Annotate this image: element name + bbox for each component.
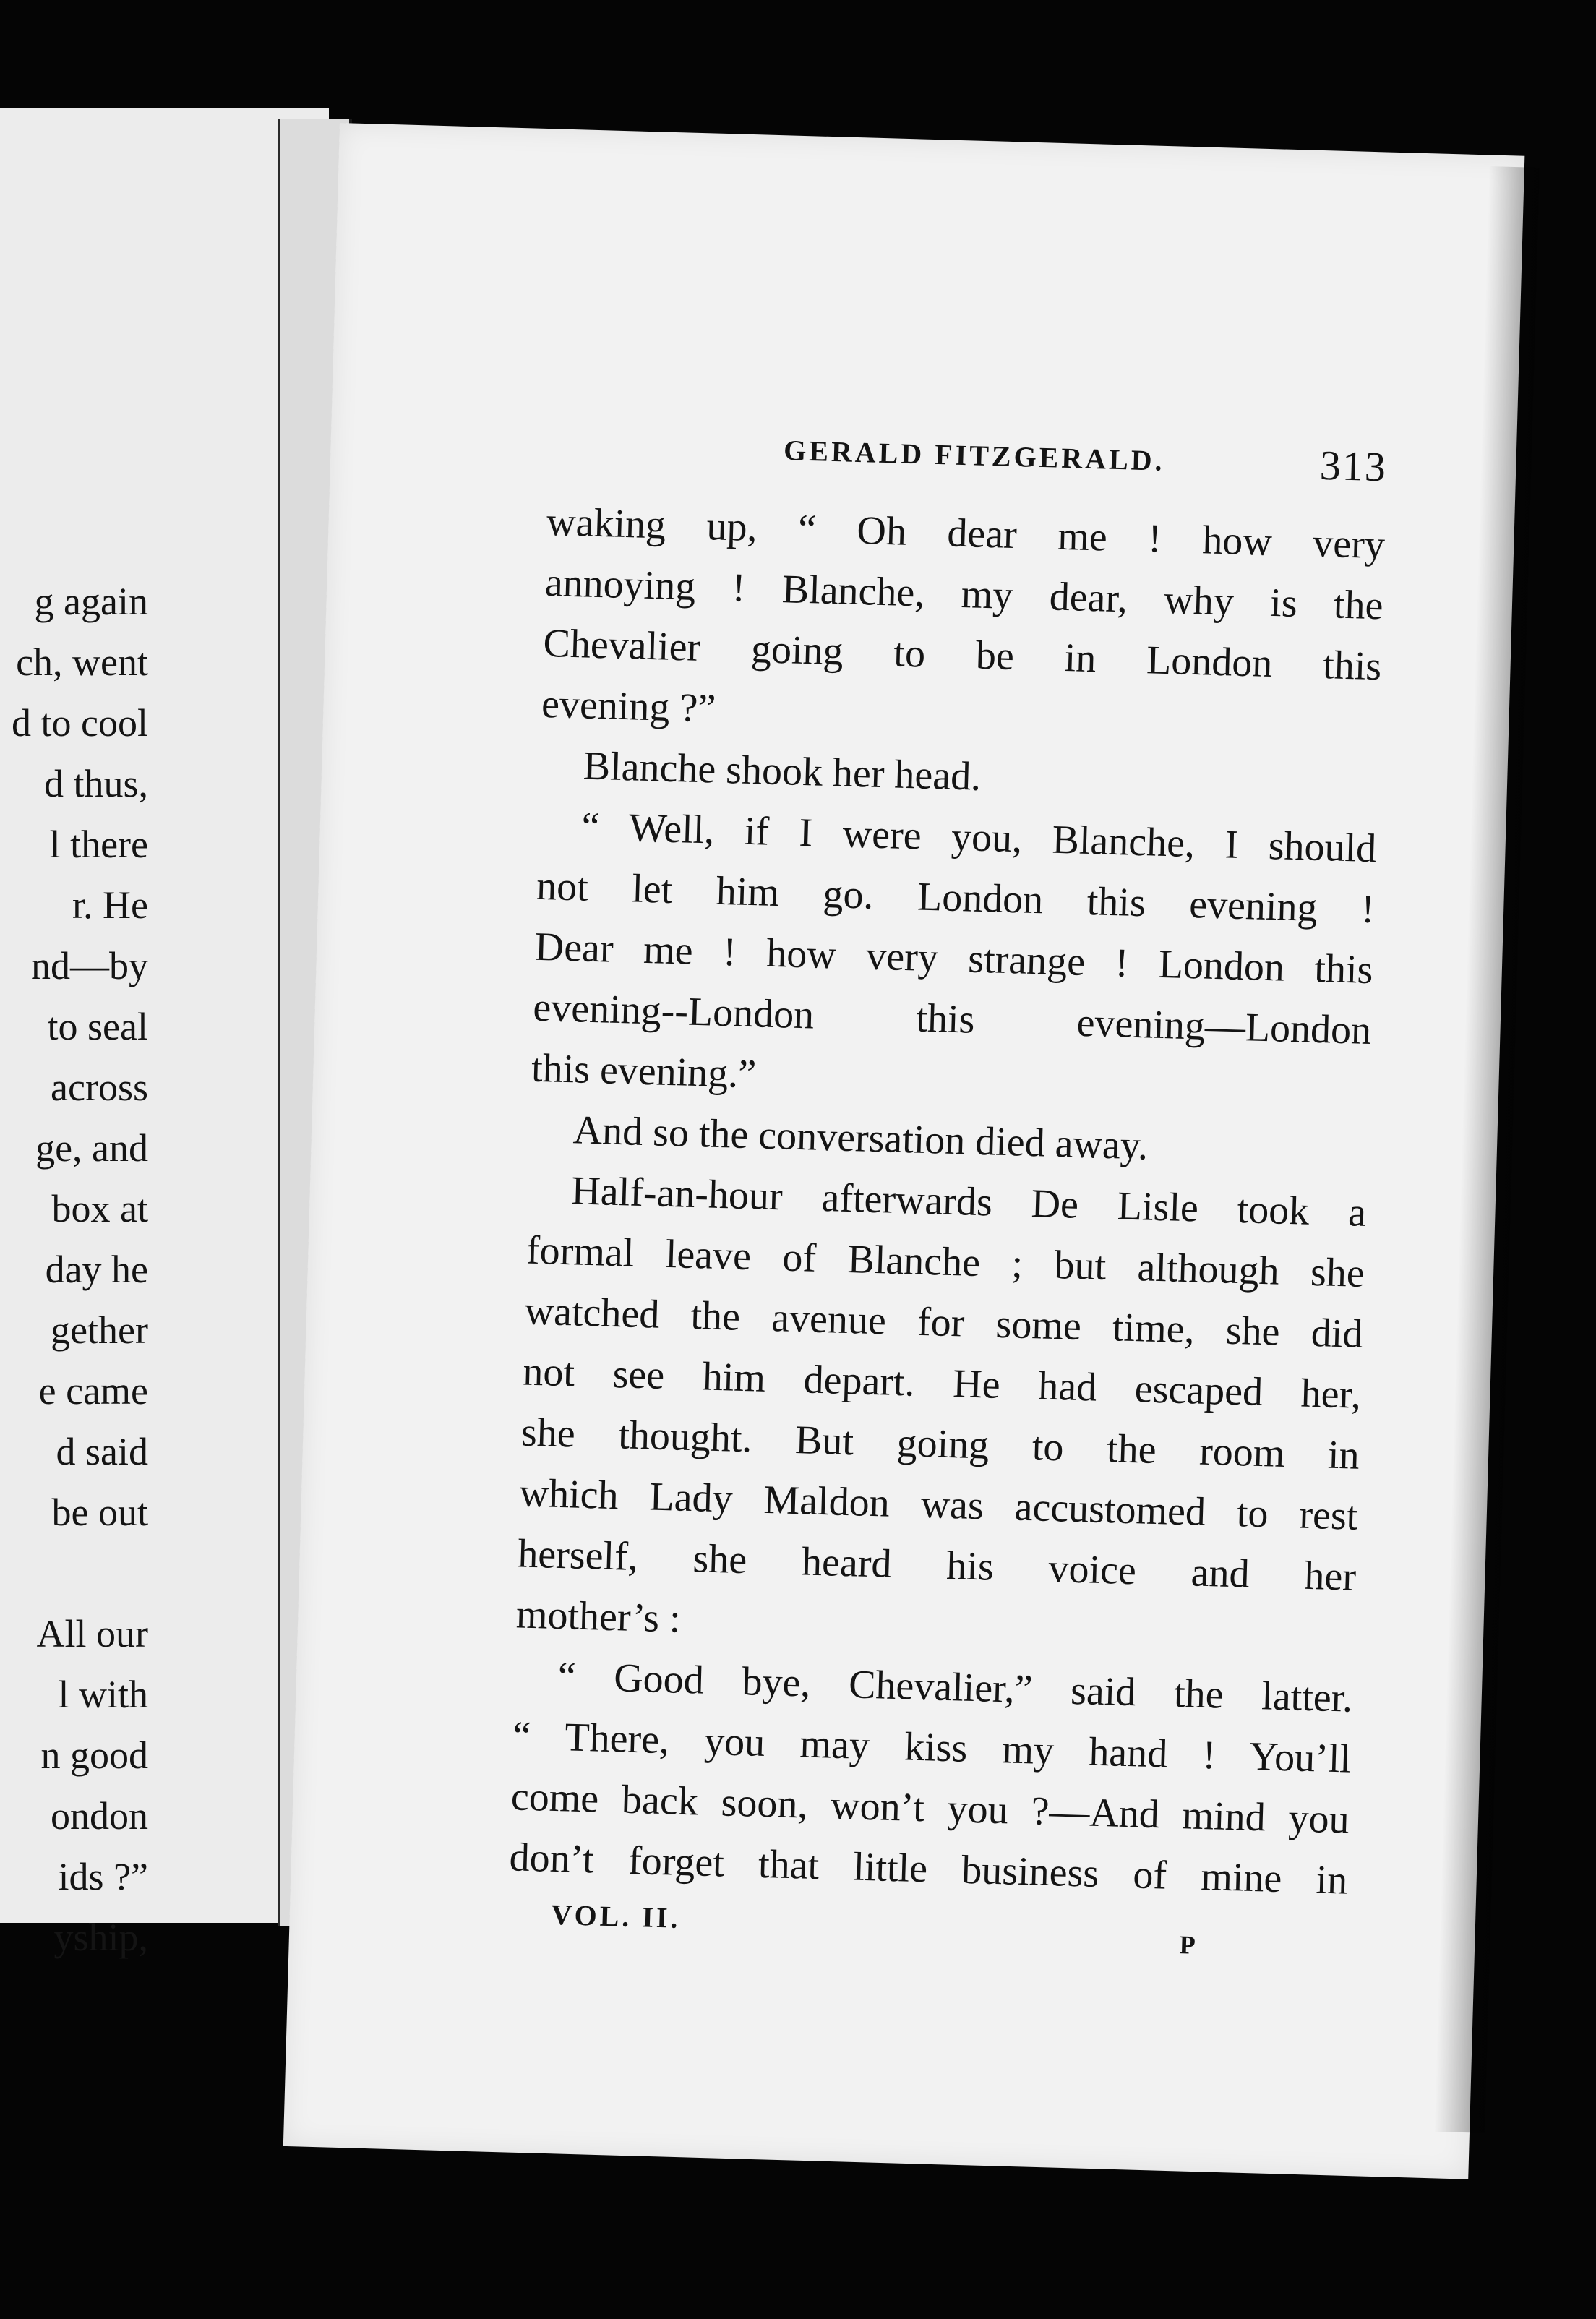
- left-page-line: ch, went: [16, 640, 148, 684]
- text-line: don’t forget that little business of mine in: [508, 1835, 1349, 1903]
- left-page-line: nd—by: [31, 944, 148, 987]
- running-title: GERALD FITZGERALD.: [783, 434, 1166, 477]
- left-page-line: gether: [51, 1308, 148, 1352]
- text-line: not see him depart. He had escaped her,: [522, 1349, 1362, 1418]
- page-number: 313: [1319, 441, 1388, 491]
- right-page-text: [507, 426, 1388, 1985]
- text-line: Chevalier going to be in London this: [542, 620, 1383, 690]
- text-line: “ Good bye, Chevalier,” said the latter.: [557, 1654, 1354, 1721]
- left-page-line: to seal: [47, 1005, 148, 1048]
- left-page-line: e came: [38, 1369, 148, 1413]
- left-page-line: box at: [51, 1187, 148, 1230]
- left-page-line: ondon: [51, 1794, 148, 1838]
- left-page-line: across: [51, 1066, 148, 1109]
- left-page-line: g again: [34, 580, 148, 623]
- text-line: watched the avenue for some time, she did: [523, 1288, 1364, 1357]
- volume-label: VOL. II.: [550, 1898, 682, 1934]
- left-page-line: ge, and: [35, 1126, 148, 1170]
- text-line: evening ?”: [541, 681, 717, 732]
- left-page-line: be out: [51, 1491, 148, 1534]
- text-line: she thought. But going to the room in: [520, 1410, 1360, 1478]
- left-page-line: l with: [58, 1673, 148, 1716]
- left-page-line: day he: [45, 1248, 148, 1291]
- text-line: formal leave of Blanche ; but although she: [525, 1227, 1365, 1296]
- text-line: “ There, you may kiss my hand ! You’ll: [512, 1713, 1352, 1782]
- text-line: “ Well, if I were you, Blanche, I should: [580, 804, 1378, 872]
- left-page-line: d said: [56, 1430, 148, 1473]
- left-page-line: n good: [40, 1733, 148, 1777]
- text-line: this evening.”: [531, 1045, 757, 1097]
- text-line: evening--London this evening—London: [532, 985, 1372, 1054]
- text-line: Half-an-hour afterwards De Lisle took a: [570, 1168, 1367, 1235]
- text-line: Blanche shook her head.: [583, 743, 982, 800]
- signature-mark: P: [1179, 1930, 1199, 1960]
- left-page-line: l there: [49, 823, 148, 866]
- left-page-line: d to cool: [12, 701, 148, 745]
- text-line: not let him go. London this evening !: [536, 863, 1376, 933]
- left-page-line: r. He: [72, 883, 148, 927]
- text-line: waking up, “ Oh dear me ! how very: [546, 499, 1386, 568]
- left-page-line: ids ?”: [58, 1855, 148, 1898]
- text-line: Dear me ! how very strange ! London this: [534, 924, 1374, 993]
- left-page-line: All our: [36, 1612, 148, 1655]
- left-page-line: yship,: [53, 1916, 148, 1959]
- text-line: mother’s :: [515, 1592, 682, 1642]
- left-page-line: d thus,: [43, 762, 148, 805]
- body-text: [509, 492, 1386, 1911]
- text-line: herself, she heard his voice and her: [517, 1531, 1357, 1600]
- text-line: annoying ! Blanche, my dear, why is the: [544, 560, 1384, 629]
- text-line: come back soon, won’t you ?—And mind you: [510, 1774, 1350, 1843]
- text-line: which Lady Maldon was accustomed to rest: [518, 1470, 1359, 1539]
- text-line: And so the conversation died away.: [572, 1107, 1149, 1169]
